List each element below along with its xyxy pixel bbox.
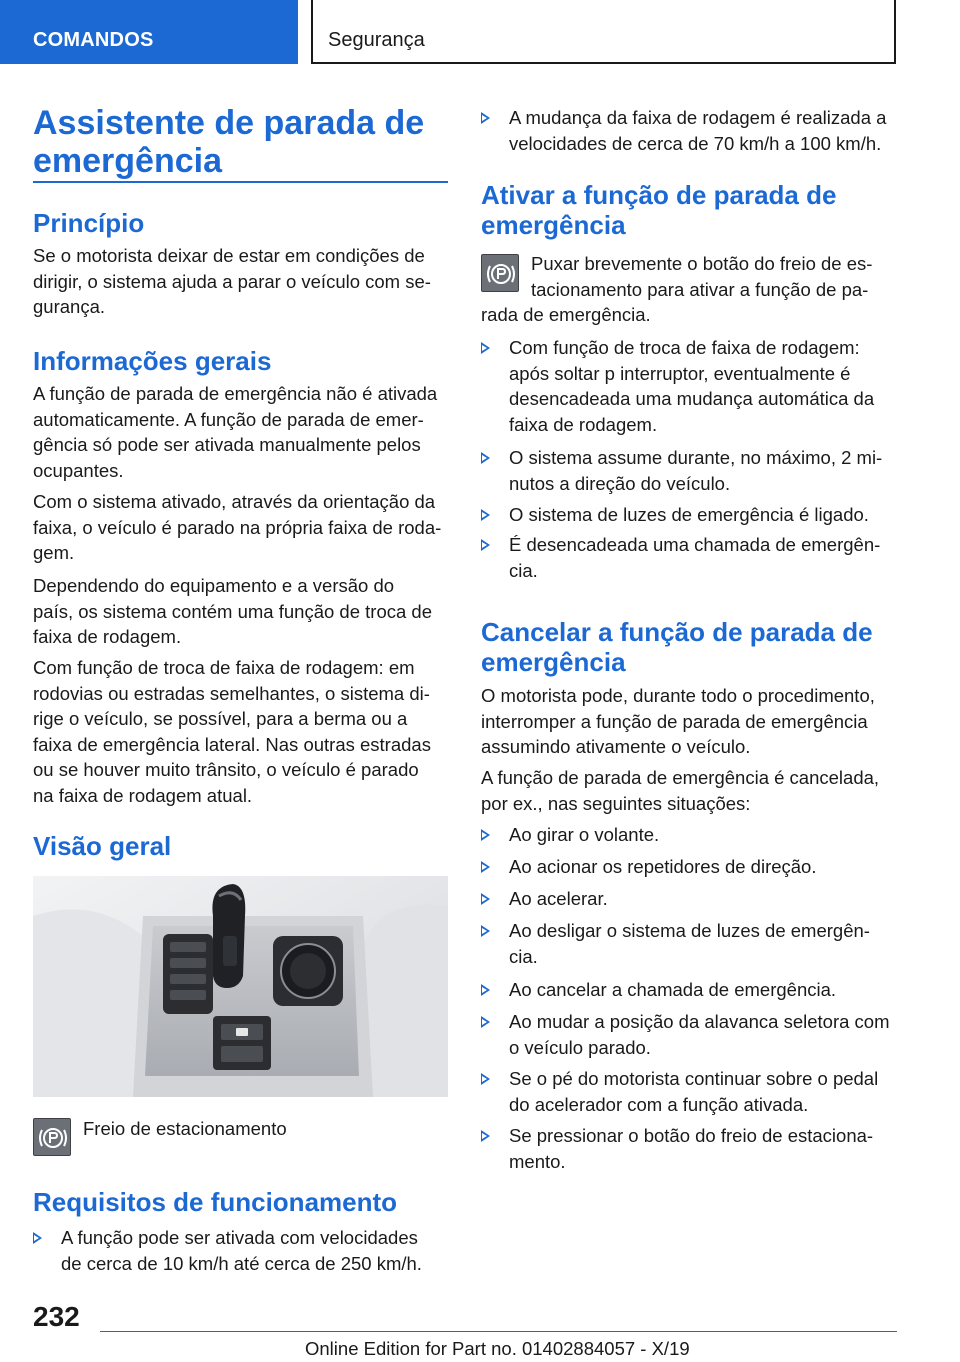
text-line: A função pode ser ativada com velocidades (61, 1227, 418, 1248)
list-item (481, 918, 899, 970)
text-line: do acelerador com a função ativada. (509, 1093, 809, 1115)
topic-tab (311, 0, 896, 64)
photo-caption: Freio de estacionamento (83, 1118, 287, 1139)
page-title-line-1: Assistente de parada de (33, 104, 425, 142)
heading-principio: Princípio (33, 208, 145, 238)
parking-brake-glyph (482, 255, 520, 293)
text-line: na faixa de rodagem atual. (33, 784, 253, 806)
text-line: por ex., nas seguintes situações: (481, 792, 751, 814)
section-tab (0, 0, 298, 64)
list-item-text (509, 822, 659, 848)
triangle-bullet-icon (481, 539, 490, 551)
heading-visao-geral: Visão geral (33, 831, 172, 861)
list-item-text (509, 886, 608, 912)
triangle-bullet-icon (481, 112, 490, 124)
text-line: Com função de troca de faixa de rodagem: (509, 337, 860, 358)
text-line: automaticamente. A função de parada de emer‐ (33, 408, 424, 430)
triangle-bullet-icon (481, 342, 490, 354)
list-item (481, 886, 899, 912)
text-line: faixa, o veículo é parado na própria faixa de roda‐ (33, 516, 442, 538)
footer-edition: Online Edition for Part no. 01402884057 - X/19 (305, 1338, 690, 1359)
parking-brake-icon (33, 1118, 71, 1156)
text-line: desencadeada uma mudança automática da (509, 388, 875, 409)
text-line: Se pressionar o botão do freio de estaciona‐ (509, 1125, 874, 1146)
text-line: Puxar brevemente o botão do freio de es‐ (531, 253, 873, 274)
heading-line: Ativar a função de parada de (481, 180, 837, 210)
list-item (481, 502, 899, 528)
list-item-text (509, 1009, 890, 1060)
heading-requisitos: Requisitos de funcionamento (33, 1187, 398, 1217)
text-line: Com função de troca de faixa de rodagem: em (33, 657, 415, 678)
list-item (481, 1123, 899, 1175)
text-line: rodovias ou estradas semelhantes, o sistema di‐ (33, 682, 430, 704)
heading-cancelar (481, 617, 873, 677)
list-item (33, 1225, 448, 1277)
cancelar-paragraph-2 (481, 765, 899, 816)
triangle-bullet-icon (481, 1016, 490, 1028)
triangle-bullet-icon (481, 893, 490, 905)
text-line: Se o pé do motorista continuar sobre o pedal (509, 1068, 879, 1089)
text-line: velocidades de cerca de 70 km/h a 100 km/h. (509, 132, 882, 154)
triangle-bullet-icon (481, 861, 490, 873)
text-line: de cerca de 10 km/h até cerca de 250 km/h. (61, 1252, 422, 1274)
text-line: Ao desligar o sistema de luzes de emergên‐ (509, 920, 870, 941)
info-paragraph-2 (33, 489, 448, 566)
list-item-text (61, 1225, 422, 1276)
list-item (481, 822, 899, 848)
ativar-intro-a (531, 251, 897, 302)
text-line: cia. (509, 945, 538, 967)
triangle-bullet-icon (481, 1130, 490, 1142)
list-item-text (509, 335, 874, 437)
center-console-photo (33, 876, 448, 1097)
text-line: tacionamento para ativar a função de pa‐ (531, 278, 869, 300)
triangle-bullet-icon (33, 1232, 42, 1244)
heading-line: emergência (481, 210, 626, 240)
list-item-text (509, 854, 817, 880)
text-line: O motorista pode, durante todo o procedimento, (481, 685, 875, 706)
cancelar-paragraph-1 (481, 683, 899, 760)
text-line: ou se houver muito trânsito, o veículo é parado (33, 759, 419, 780)
list-item-text (509, 445, 882, 496)
text-line: Ao acelerar. (509, 888, 608, 909)
heading-line: Cancelar a função de parada de (481, 617, 873, 647)
text-line: dirigir, o sistema ajuda a parar o veículo com se‐ (33, 270, 431, 292)
text-line: Ao acionar os repetidores de direção. (509, 856, 817, 877)
ativar-intro-b: rada de emergência. (481, 304, 651, 325)
text-line: gência só pode ser ativada manualmente pelos (33, 434, 421, 455)
text-line: A função de parada de emergência não é ativada (33, 383, 438, 404)
text-line: É desencadeada uma chamada de emergên‐ (509, 534, 881, 555)
text-line: Ao mudar a posição da alavanca seletora com (509, 1011, 890, 1032)
info-paragraph-4 (33, 655, 448, 808)
list-item (481, 445, 899, 497)
list-item-text (509, 977, 836, 1003)
info-paragraph-3 (33, 573, 448, 650)
text-line: ocupantes. (33, 459, 124, 481)
text-line: interromper a função de parada de emergência (481, 710, 868, 732)
text-line: A mudança da faixa de rodagem é realizada a (509, 107, 887, 128)
text-line: Com o sistema ativado, através da orientação da (33, 491, 436, 512)
triangle-bullet-icon (481, 509, 490, 521)
list-item (481, 532, 899, 584)
text-line: gem. (33, 542, 75, 563)
footer-divider (100, 1331, 897, 1332)
list-item (481, 977, 899, 1003)
text-line: Ao cancelar a chamada de emergência. (509, 979, 837, 1000)
list-item (481, 1066, 899, 1118)
text-line: país, os sistema contém uma função de troca de (33, 600, 432, 622)
text-line: faixa de emergência lateral. Nas outras estradas (33, 733, 431, 755)
list-item-text (509, 1066, 878, 1117)
text-line: cia. (509, 559, 538, 581)
list-item-text (509, 1123, 873, 1174)
triangle-bullet-icon (481, 829, 490, 841)
parking-brake-glyph (34, 1119, 72, 1157)
text-line: A função de parada de emergência é cancelada, (481, 767, 880, 788)
list-item-text (509, 502, 869, 528)
text-line: mento. (509, 1150, 566, 1172)
triangle-bullet-icon (481, 1073, 490, 1085)
heading-ativar (481, 180, 836, 240)
text-line: O sistema assume durante, no máximo, 2 mi‐ (509, 447, 883, 468)
parking-brake-icon (481, 254, 519, 292)
list-item (481, 1009, 899, 1061)
page-number: 232 (33, 1301, 80, 1332)
principio-text (33, 243, 448, 320)
text-line: Se o motorista deixar de estar em condições de (33, 245, 425, 266)
text-line: faixa de rodagem. (33, 626, 182, 647)
text-line: O sistema de luzes de emergência é ligado. (509, 504, 869, 525)
list-item-text (509, 532, 880, 583)
list-item (481, 335, 899, 439)
text-line: o veículo parado. (509, 1036, 651, 1058)
text-line: faixa de rodagem. (509, 413, 658, 435)
list-item-text (509, 105, 886, 156)
list-item (481, 854, 899, 880)
page-title (33, 104, 448, 180)
text-line: nutos a direção do veículo. (509, 472, 731, 494)
list-item-text (509, 918, 870, 969)
heading-informacoes: Informações gerais (33, 346, 272, 376)
triangle-bullet-icon (481, 984, 490, 996)
triangle-bullet-icon (481, 925, 490, 937)
heading-line: emergência (481, 647, 626, 677)
info-paragraph-1 (33, 381, 448, 483)
text-line: Ao girar o volante. (509, 824, 660, 845)
text-line: rige o veículo, se possível, para a berma ou a (33, 708, 408, 729)
list-item (481, 105, 899, 157)
center-console-illustration (33, 876, 448, 1097)
text-line: Dependendo do equipamento e a versão do (33, 575, 395, 596)
page-title-line-2: emergência (33, 142, 222, 180)
triangle-bullet-icon (481, 452, 490, 464)
title-divider (33, 181, 448, 183)
section-label: COMANDOS (33, 29, 154, 51)
text-line: assumindo ativamente o veículo. (481, 736, 751, 757)
topic-label: Segurança (328, 29, 425, 51)
text-line: gurança. (33, 296, 105, 317)
text-line: após soltar p interruptor, eventualmente é (509, 362, 851, 384)
